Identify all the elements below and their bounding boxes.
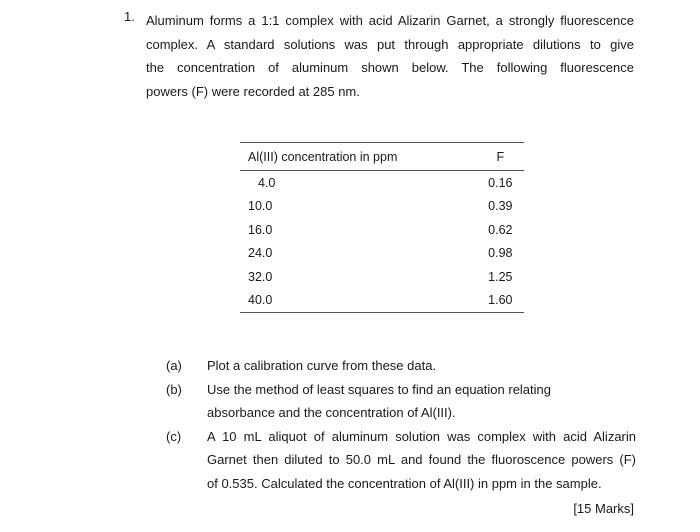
table-row [240, 242, 524, 266]
table-row [240, 289, 524, 313]
table-row [240, 171, 524, 195]
cell-concentration: 24.0 [248, 246, 273, 261]
question-number: 1. [124, 9, 135, 24]
part-text [207, 378, 636, 425]
intro-line: powers (F) were recorded at 285 nm. [146, 83, 360, 99]
question-parts [166, 354, 636, 521]
header-concentration: Al(III) concentration in ppm [240, 143, 481, 171]
table-row [240, 195, 524, 219]
cell-concentration: 10.0 [248, 199, 273, 214]
data-table [240, 142, 524, 313]
table-row [240, 265, 524, 289]
cell-concentration: 4.0 [258, 175, 276, 190]
part-label: (c) [166, 428, 182, 444]
marks-label: [15 Marks] [573, 501, 634, 516]
part-line: Use the method of least squares to find an equation relating [207, 381, 551, 397]
part-text [207, 425, 636, 496]
cell-f: 0.98 [488, 246, 513, 261]
cell-f: 0.16 [488, 175, 513, 190]
part-line: Garnet then diluted to 50.0 mL and found the fluoroscence powers (F) [207, 452, 636, 467]
intro-line: the concentration of aluminum shown below. The following fluorescence [146, 60, 634, 75]
part-c [166, 425, 636, 496]
part-label: (a) [166, 358, 182, 373]
part-line: of 0.535. Calculated the concentration of Al(III) in ppm in the sample. [207, 475, 602, 491]
part-b [166, 378, 636, 425]
cell-f: 1.25 [488, 269, 513, 284]
cell-concentration: 40.0 [240, 289, 481, 313]
cell-f: 1.60 [481, 289, 524, 313]
part-line: Plot a calibration curve from these data. [207, 358, 437, 373]
intro-line: Aluminum forms a 1:1 complex with acid Alizarin Garnet, a strongly fluorescence [146, 13, 634, 28]
table-row [240, 218, 524, 242]
part-label: (b) [166, 381, 182, 397]
cell-concentration: 16.0 [248, 222, 273, 237]
part-line: A 10 mL aliquot of aluminum solution was complex with acid Alizarin [207, 428, 636, 444]
intro-line: complex. A standard solutions was put through appropriate dilutions to give [146, 36, 634, 52]
question-intro [146, 9, 634, 103]
table-header-row [240, 143, 524, 171]
part-text [207, 354, 636, 378]
cell-concentration: 32.0 [248, 269, 273, 284]
part-a [166, 354, 636, 378]
cell-f: 0.39 [488, 199, 513, 214]
part-line: absorbance and the concentration of Al(III). [207, 405, 456, 420]
cell-f: 0.62 [488, 222, 513, 237]
header-f: F [481, 143, 524, 171]
